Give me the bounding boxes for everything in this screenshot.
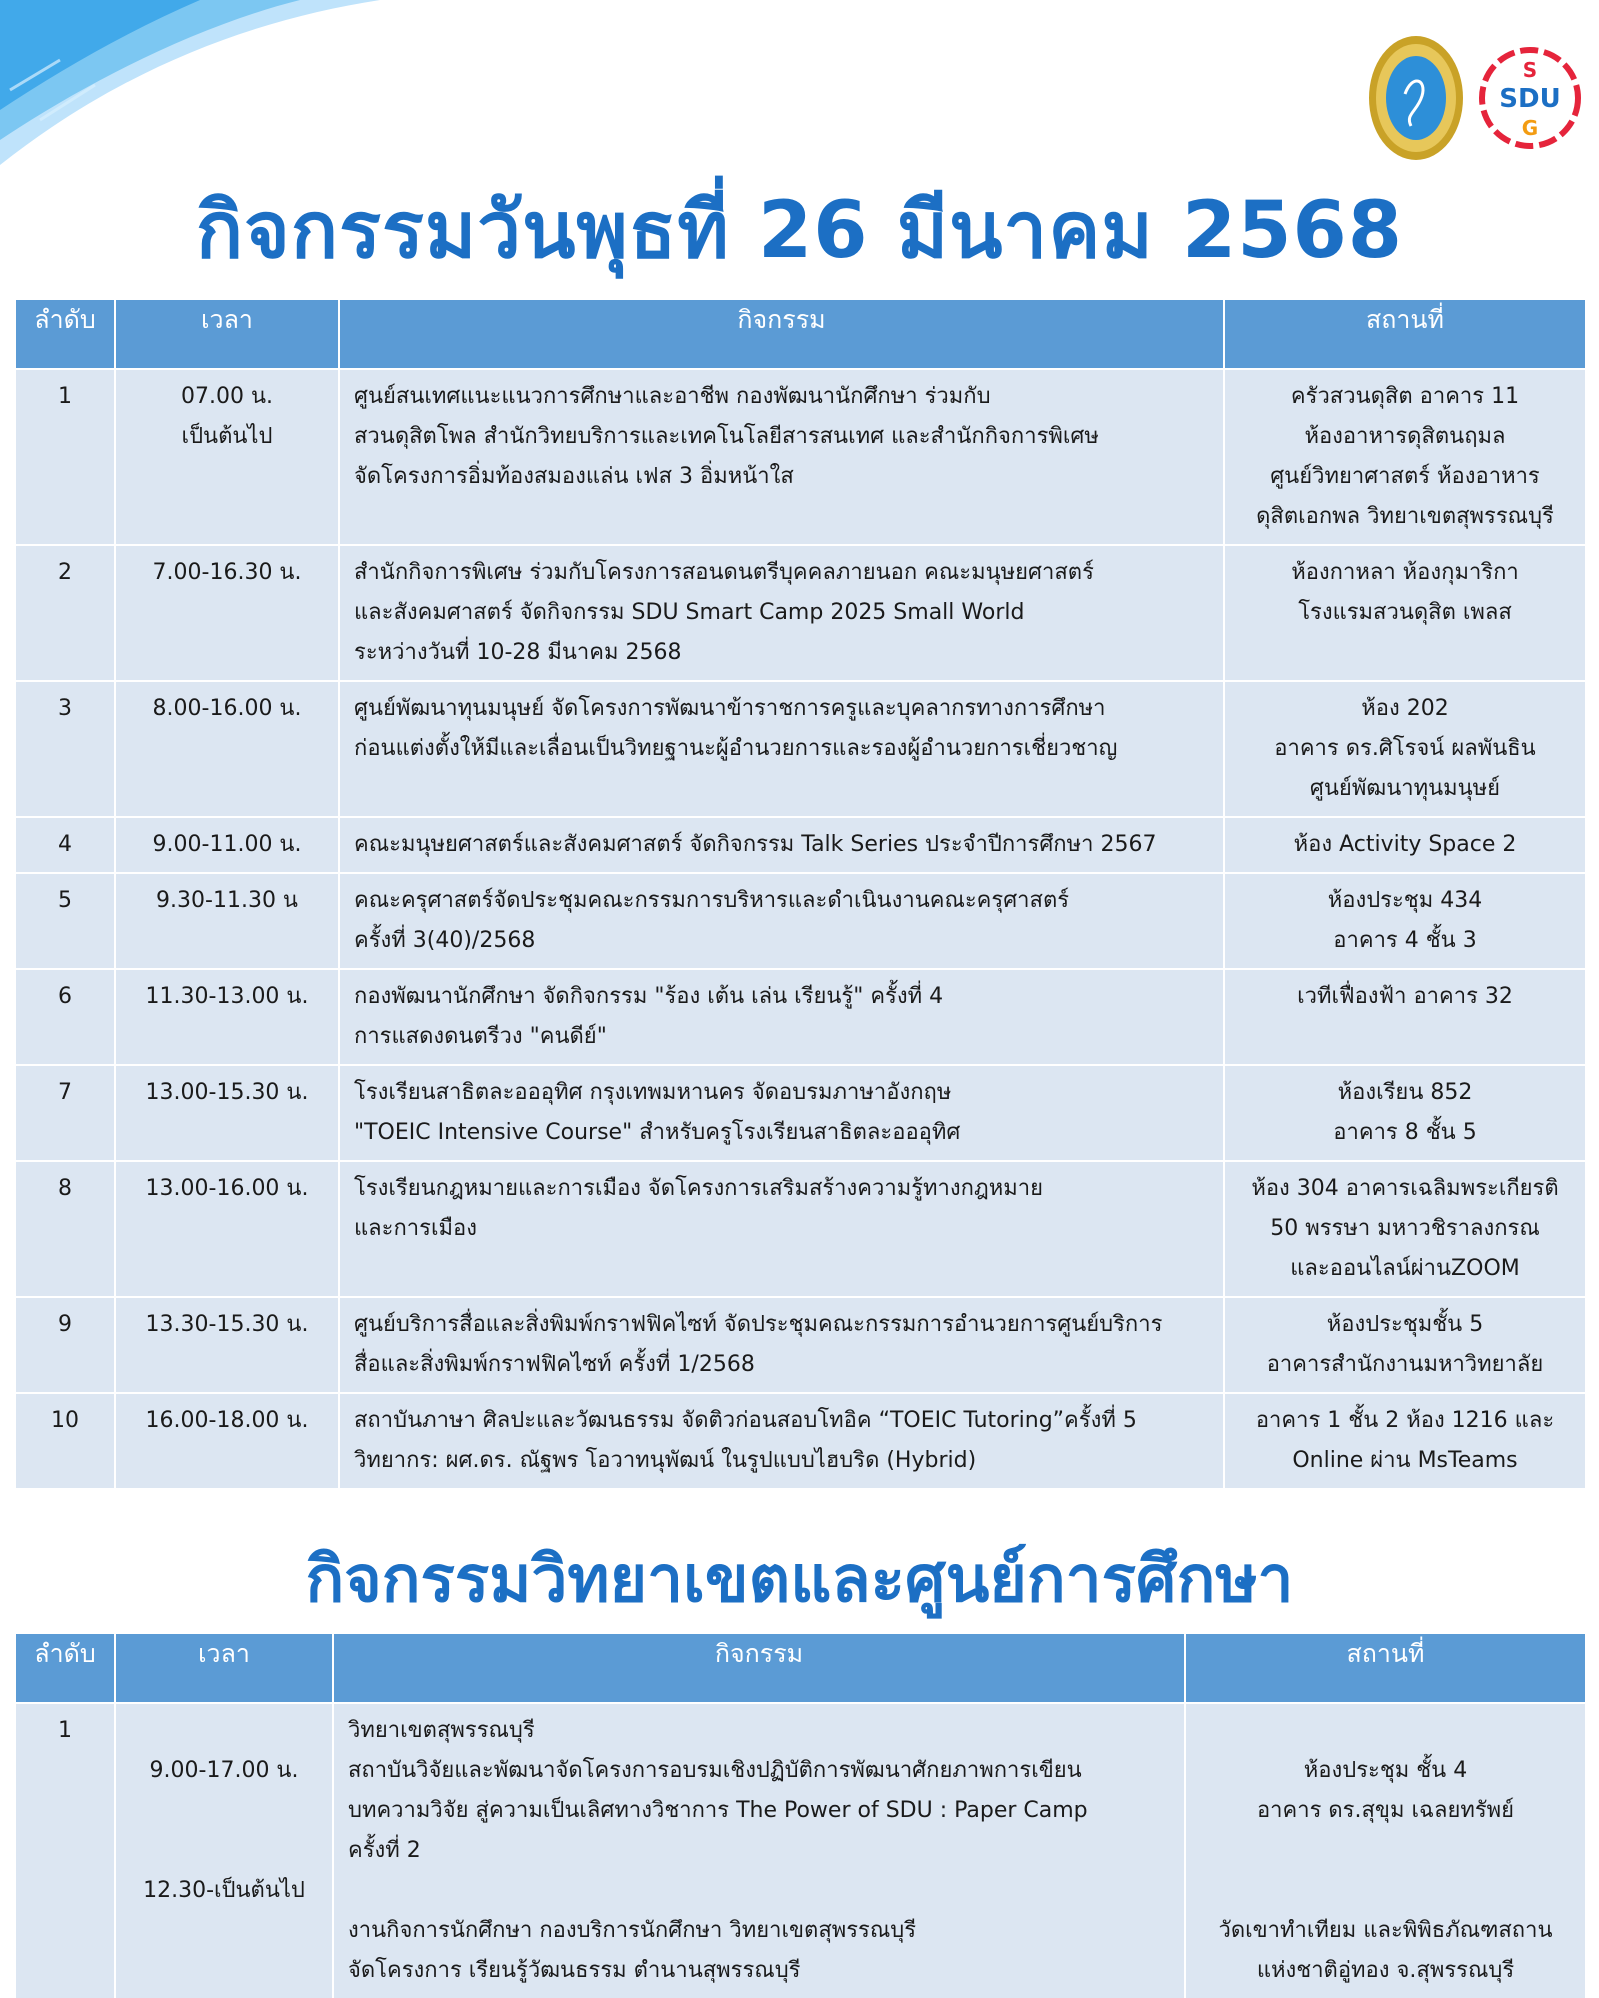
row-time-line: 16.00-18.00 น.: [145, 1408, 309, 1433]
row-time-line: 11.30-13.00 น.: [145, 984, 309, 1009]
sdu-sdg-logo: [1479, 47, 1581, 149]
row-place-line: ห้องอาหารดุสิตนฤมล: [1304, 424, 1506, 449]
logo-group: [1367, 34, 1581, 162]
table-row: [15, 817, 1586, 873]
row-place: [1224, 545, 1586, 681]
row-activity: [339, 969, 1224, 1065]
row-place: [1224, 1065, 1586, 1161]
table-row: [15, 1065, 1586, 1161]
row-activity: [333, 1703, 1185, 1998]
header-time: เวลา: [115, 299, 339, 369]
row-activity: [339, 681, 1224, 817]
row-place-line: ศูนย์พัฒนาทุนมนุษย์: [1309, 776, 1501, 801]
row-place-line: 50 พรรษา มหาวชิราลงกรณ: [1270, 1216, 1540, 1241]
row-activity: [339, 369, 1224, 545]
row-activity-line: สถาบันภาษา ศิลปะและวัฒนธรรม จัดติวก่อนสอบโทอิค “TOEIC Tutoring”ครั้งที่ 5: [354, 1408, 1137, 1433]
row-activity-line: สำนักกิจการพิเศษ ร่วมกับโครงการสอนดนตรีบุคคลภายนอก คณะมนุษยศาสตร์: [354, 560, 1094, 585]
row-place-line: อาคาร ดร.ศิโรจน์ ผลพันธิน: [1274, 736, 1536, 761]
row-place-line: ห้องกาหลา ห้องกุมาริกา: [1291, 560, 1519, 585]
row-place-line: ห้อง Activity Space 2: [1293, 832, 1517, 857]
row-activity-line: ครั้งที่ 3(40)/2568: [354, 928, 536, 953]
row-place: [1224, 1297, 1586, 1393]
header-no: ลำดับ: [15, 299, 115, 369]
row-number: 9: [15, 1297, 115, 1393]
row-activity-line: บทความวิจัย สู่ความเป็นเลิศทางวิชาการ The Power of SDU : Paper Camp: [348, 1798, 1088, 1823]
row-time: [115, 1393, 339, 1489]
row-number: 1: [15, 1703, 115, 1998]
row-place-line: ครัวสวนดุสิต อาคาร 11: [1290, 384, 1520, 409]
row-activity-line: ระหว่างวันที่ 10-28 มีนาคม 2568: [354, 640, 682, 665]
table-row: [15, 681, 1586, 817]
row-place-line: อาคารสำนักงานมหาวิทยาลัย: [1266, 1352, 1544, 1377]
row-place-line: อาคาร 1 ชั้น 2 ห้อง 1216 และ: [1255, 1408, 1555, 1433]
row-activity: [339, 873, 1224, 969]
row-activity: [339, 545, 1224, 681]
row-place-line: ห้อง 202: [1361, 696, 1449, 721]
row-place-line: Online ผ่าน MsTeams: [1292, 1448, 1518, 1473]
row-time-line: 13.00-16.00 น.: [145, 1176, 309, 1201]
row-time-line: 9.00-11.00 น.: [152, 832, 302, 857]
header-no: ลำดับ: [15, 1633, 115, 1703]
row-number: 3: [15, 681, 115, 817]
page-title: กิจกรรมวันพุธที่ 26 มีนาคม 2568: [195, 186, 1404, 276]
row-time-line: 7.00-16.30 น.: [152, 560, 302, 585]
row-activity-line: ศูนย์สนเทศแนะแนวการศึกษาและอาชีพ กองพัฒนานักศึกษา ร่วมกับ: [354, 384, 991, 409]
row-place-line: เวทีเฟื่องฟ้า อาคาร 32: [1297, 984, 1513, 1009]
row-time-line: 8.00-16.00 น.: [152, 696, 302, 721]
row-time-line: 07.00 น.: [180, 384, 273, 409]
row-activity: [339, 817, 1224, 873]
row-number: 7: [15, 1065, 115, 1161]
row-time: [115, 545, 339, 681]
row-time-line: 9.00-17.00 น.: [149, 1758, 299, 1783]
row-place-line: อาคาร 4 ชั้น 3: [1333, 928, 1477, 953]
row-place: [1185, 1703, 1586, 1998]
header-place: สถานที่: [1224, 299, 1586, 369]
row-place: [1224, 1393, 1586, 1489]
row-activity-line: สวนดุสิตโพล สำนักวิทยบริการและเทคโนโลยีสารสนเทศ และสำนักกิจการพิเศษ: [354, 424, 1099, 449]
row-activity-line: ก่อนแต่งตั้งให้มีและเลื่อนเป็นวิทยฐานะผู้อำนวยการและรองผู้อำนวยการเชี่ยวชาญ: [354, 736, 1118, 761]
row-place-line: ห้องประชุมชั้น 5: [1326, 1312, 1484, 1337]
row-place-line: และออนไลน์ผ่านZOOM: [1290, 1256, 1520, 1281]
row-place-line: ห้องประชุม 434: [1327, 888, 1483, 913]
row-activity-line: โรงเรียนสาธิตละอออุทิศ กรุงเทพมหานคร จัดอบรมภาษาอังกฤษ: [354, 1080, 952, 1105]
row-place: [1224, 817, 1586, 873]
row-time: [115, 969, 339, 1065]
table-row: [15, 369, 1586, 545]
header-time: เวลา: [115, 1633, 333, 1703]
row-number: 5: [15, 873, 115, 969]
row-activity-line: สื่อและสิ่งพิมพ์กราฟฟิคไซท์ ครั้งที่ 1/2568: [354, 1352, 755, 1377]
row-activity: [339, 1161, 1224, 1297]
row-number: 2: [15, 545, 115, 681]
table-row: [15, 969, 1586, 1065]
table-header-row: [15, 299, 1586, 369]
activities-table: [14, 298, 1587, 1490]
row-place-line: โรงแรมสวนดุสิต เพลส: [1298, 600, 1512, 625]
row-time: [115, 1703, 333, 1998]
row-time-line: 12.30-เป็นต้นไป: [143, 1878, 305, 1903]
row-activity-line: จัดโครงการอิ่มท้องสมองแล่น เฟส 3 อิ่มหน้าใส: [354, 464, 794, 489]
row-place-line: ดุสิตเอกพล วิทยาเขตสุพรรณบุรี: [1256, 504, 1554, 529]
row-activity-line: และสังคมศาสตร์ จัดกิจกรรม SDU Smart Camp 2025 Small World: [354, 600, 1025, 625]
row-place-line: แห่งชาติอู่ทอง จ.สุพรรณบุรี: [1256, 1958, 1515, 1983]
table-row: [15, 1393, 1586, 1489]
svg-text:S: S: [1522, 58, 1538, 82]
row-time: [115, 369, 339, 545]
row-time: [115, 1161, 339, 1297]
row-activity-line: และการเมือง: [354, 1216, 477, 1241]
row-time: [115, 873, 339, 969]
section-title: กิจกรรมวิทยาเขตและศูนย์การศึกษา: [305, 1543, 1294, 1617]
row-number: 1: [15, 369, 115, 545]
row-activity-line: คณะมนุษยศาสตร์และสังคมศาสตร์ จัดกิจกรรม Talk Series ประจำปีการศึกษา 2567: [354, 832, 1157, 857]
row-number: 10: [15, 1393, 115, 1489]
row-activity-line: ครั้งที่ 2: [348, 1838, 421, 1863]
row-activity-line: โรงเรียนกฎหมายและการเมือง จัดโครงการเสริมสร้างความรู้ทางกฎหมาย: [354, 1176, 1043, 1201]
row-activity-line: งานกิจการนักศึกษา กองบริการนักศึกษา วิทยาเขตสุพรรณบุรี: [348, 1918, 917, 1943]
row-activity-line: ศูนย์บริการสื่อและสิ่งพิมพ์กราฟฟิคไซท์ จัดประชุมคณะกรรมการอำนวยการศูนย์บริการ: [354, 1312, 1163, 1337]
row-place-line: ห้องประชุม ชั้น 4: [1303, 1758, 1468, 1783]
row-place: [1224, 873, 1586, 969]
corner-decoration: [0, 0, 380, 170]
row-number: 6: [15, 969, 115, 1065]
table-row: [15, 1703, 1586, 1998]
university-seal-logo: [1367, 34, 1465, 162]
table-row: [15, 1161, 1586, 1297]
table-row: [15, 545, 1586, 681]
row-activity-line: การแสดงดนตรีวง "คนดีย์": [354, 1024, 607, 1049]
row-activity-line: คณะครุศาสตร์จัดประชุมคณะกรรมการบริหารและดำเนินงานคณะครุศาสตร์: [354, 888, 1070, 913]
row-activity-line: สถาบันวิจัยและพัฒนาจัดโครงการอบรมเชิงปฏิบัติการพัฒนาศักยภาพการเขียน: [348, 1758, 1082, 1783]
row-place-line: อาคาร 8 ชั้น 5: [1333, 1120, 1477, 1145]
row-activity-line: "TOEIC Intensive Course" สำหรับครูโรงเรียนสาธิตละอออุทิศ: [354, 1120, 961, 1145]
row-activity-line: วิทยาเขตสุพรรณบุรี: [348, 1718, 535, 1743]
row-place-line: วัดเขาทำเทียม และพิพิธภัณฑสถาน: [1218, 1918, 1553, 1943]
row-place-line: อาคาร ดร.สุขุม เฉลยทรัพย์: [1256, 1798, 1515, 1823]
row-place-line: ห้องเรียน 852: [1337, 1080, 1473, 1105]
row-place-line: ศูนย์วิทยาศาสตร์ ห้องอาหาร: [1270, 464, 1540, 489]
row-number: 4: [15, 817, 115, 873]
row-activity-line: จัดโครงการ เรียนรู้วัฒนธรรม ตำนานสุพรรณบุรี: [348, 1958, 801, 1983]
header-place: สถานที่: [1185, 1633, 1586, 1703]
row-activity-line: วิทยากร: ผศ.ดร. ณัฐพร โอวาทนุพัฒน์ ในรูปแบบไฮบริด (Hybrid): [354, 1448, 977, 1473]
table-row: [15, 873, 1586, 969]
row-activity: [339, 1393, 1224, 1489]
header-activity: กิจกรรม: [339, 299, 1224, 369]
campus-activities-table: [14, 1632, 1587, 1998]
row-number: 8: [15, 1161, 115, 1297]
row-place: [1224, 1161, 1586, 1297]
row-place: [1224, 681, 1586, 817]
table-row: [15, 1297, 1586, 1393]
row-time: [115, 1065, 339, 1161]
row-time-line: 13.00-15.30 น.: [145, 1080, 309, 1105]
svg-text:SDU: SDU: [1499, 84, 1561, 114]
row-time: [115, 681, 339, 817]
row-place: [1224, 369, 1586, 545]
row-place-line: ห้อง 304 อาคารเฉลิมพระเกียรติ: [1251, 1176, 1559, 1201]
row-place: [1224, 969, 1586, 1065]
table-header-row: [15, 1633, 1586, 1703]
row-activity-line: ศูนย์พัฒนาทุนมนุษย์ จัดโครงการพัฒนาข้าราชการครูและบุคลากรทางการศึกษา: [354, 696, 1106, 721]
row-time-line: 13.30-15.30 น.: [145, 1312, 309, 1337]
row-time: [115, 817, 339, 873]
row-time: [115, 1297, 339, 1393]
row-activity-line: กองพัฒนานักศึกษา จัดกิจกรรม "ร้อง เต้น เล่น เรียนรู้" ครั้งที่ 4: [354, 984, 944, 1009]
row-time-line: 9.30-11.30 น: [156, 888, 298, 913]
row-activity: [339, 1065, 1224, 1161]
svg-text:G: G: [1521, 116, 1539, 140]
header-activity: กิจกรรม: [333, 1633, 1185, 1703]
row-time-line: เป็นต้นไป: [181, 424, 273, 449]
row-activity: [339, 1297, 1224, 1393]
